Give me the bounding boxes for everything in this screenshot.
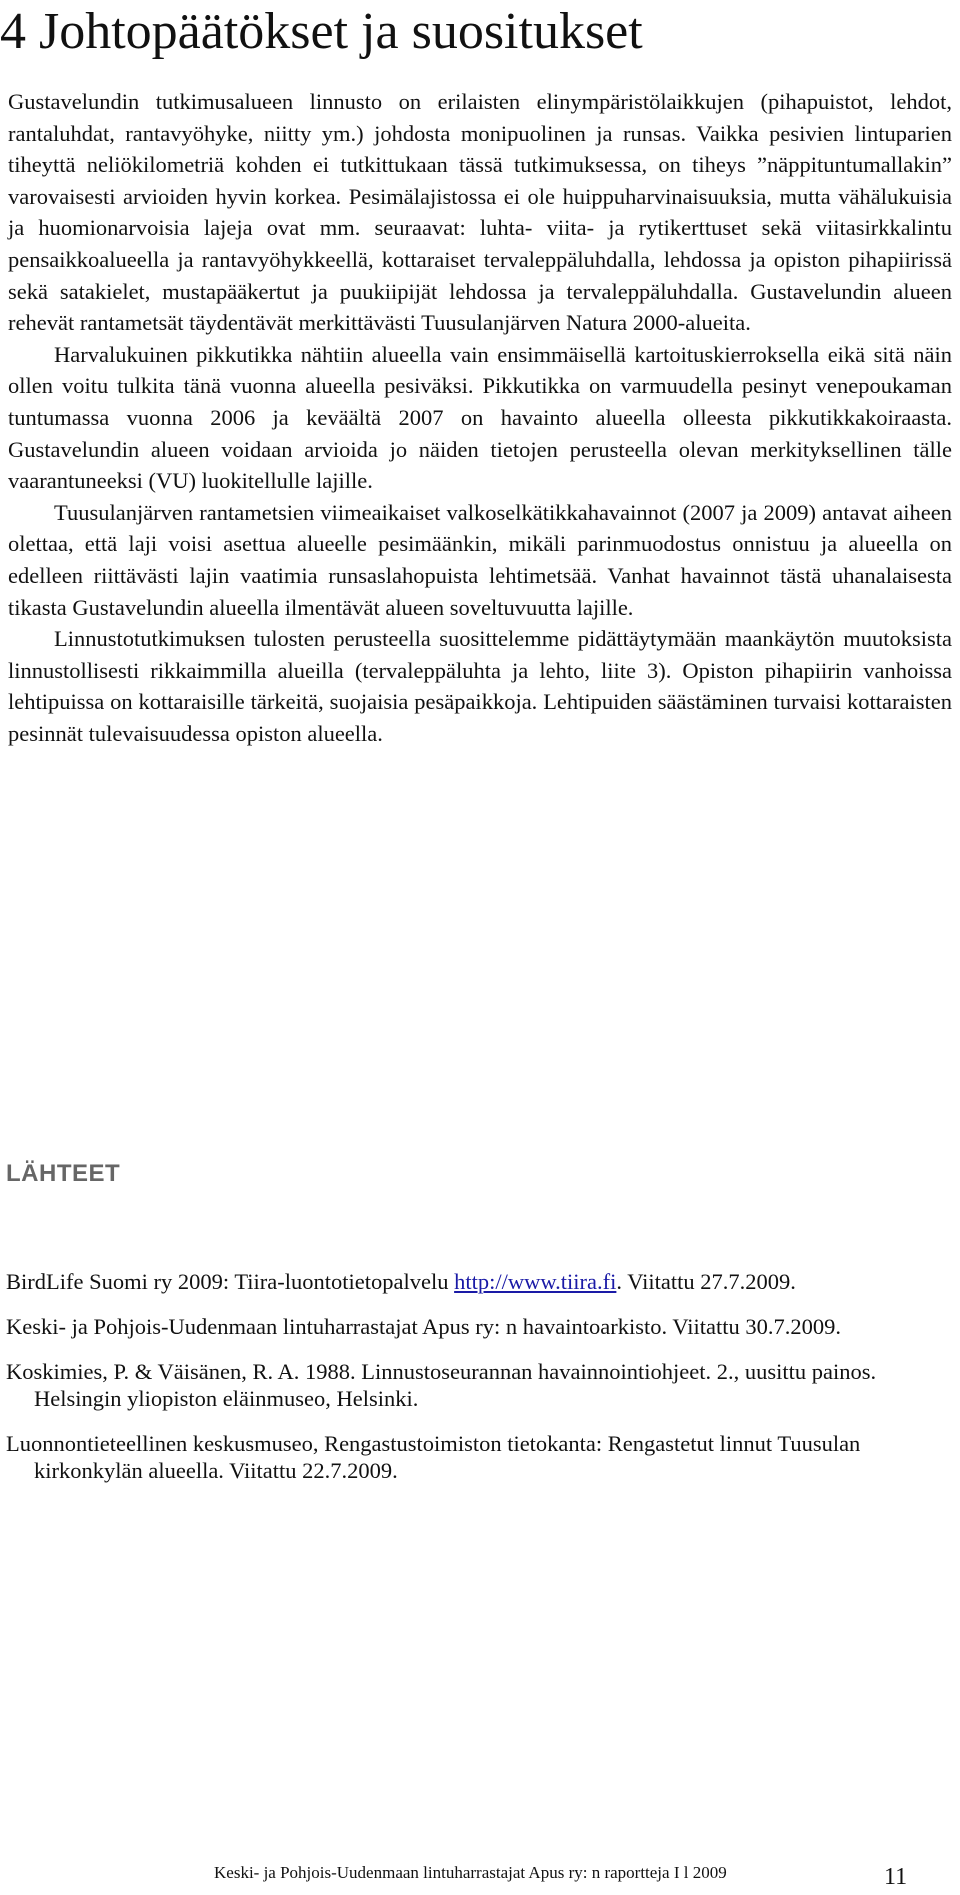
- reference-item: [6, 1268, 956, 1295]
- reference-item: [6, 1358, 956, 1412]
- references-list: [6, 1268, 956, 1502]
- page-footer: Keski- ja Pohjois-Uudenmaan lintuharrastajat Apus ry: n raportteja I l 2009: [214, 1863, 727, 1882]
- reference-item: [6, 1313, 956, 1340]
- reference-link[interactable]: http://www.tiira.fi: [454, 1269, 617, 1294]
- reference-item: [6, 1430, 956, 1484]
- reference-text-after: . Viitattu 27.7.2009.: [616, 1269, 796, 1294]
- reference-text: Koskimies, P. & Väisänen, R. A. 1988. Linnustoseurannan havainnointiohjeet. 2., uusittu painos. Helsingin yliopiston eläinmuseo, Helsinki.: [6, 1359, 877, 1411]
- chapter-title: 4 Johtopäätökset ja suositukset: [0, 3, 643, 60]
- reference-text: BirdLife Suomi ry 2009: Tiira-luontotietopalvelu: [6, 1269, 455, 1294]
- paragraph-4: Linnustotutkimuksen tulosten perusteella suosittelemme pidättäytymään maankäytön muutoksista linnustollisesti rikkaimmilla alueilla (tervaleppäluhta ja lehto, liite 3). Opiston pihapiirin vanhoissa lehtipuissa on kottaraisille tärkeitä, suojaisia pesäpaikkoja. Lehtipuiden säästäminen turvaisi kottaraisten pesinnät tulevaisuudessa opiston alueella.: [8, 626, 952, 746]
- body-text: [8, 86, 952, 749]
- reference-text: Luonnontieteellinen keskusmuseo, Rengastustoimiston tietokanta: Rengastetut linnut Tuusulan kirkonkylän alueella. Viitattu 22.7.2009.: [6, 1431, 861, 1483]
- page-number: 11: [884, 1864, 908, 1890]
- references-heading: LÄHTEET: [6, 1160, 121, 1187]
- paragraph-3: Tuusulanjärven rantametsien viimeaikaiset valkoselkätikkahavainnot (2007 ja 2009) antavat aiheen olettaa, että laji voisi asettua alueelle pesimäänkin, mikäli parinmuodostus onnistuu ja alueella on edelleen riittävästi lajin vaatimia runsaslahopuista lehtimetsää. Vanhat havainnot tästä uhanalaisesta tikasta Gustavelundin alueella ilmentävät alueen soveltuvuutta lajille.: [8, 499, 952, 620]
- paragraph-1: Gustavelundin tutkimusalueen linnusto on erilaisten elinympäristölaikkujen (pihapuistot, lehdot, rantaluhdat, rantavyöhyke, niitty ym.) johdosta monipuolinen ja runsas. Vaikka pesivien lintuparien tiheyttä neliökilometriä kohden ei tutkittukaan tässä tutkimuksessa, on tiheys ”näppituntumallakin” varovaisesti arvioiden hyvin korkea. Pesimälajistossa ei ole huippuharvinaisuuksia, mutta vähälukuisia ja huomionarvoisia lajeja ovat mm. seuraavat: luhta- viita- ja rytikerttuset sekä viitasirkkalintu pensaikkoalueella ja rantavyöhykkeellä, kottaraiset tervaleppäluhdalla, lehdossa ja opiston pihapiirissä sekä satakielet, mustapääkertut ja puukiipijät lehdossa ja tervaleppäluhdalla. Gustavelundin alueen rehevät rantametsät täydentävät merkittävästi Tuusulanjärven Natura 2000-alueita.: [8, 89, 952, 336]
- reference-text: Keski- ja Pohjois-Uudenmaan lintuharrastajat Apus ry: n havaintoarkisto. Viitattu 30.7.2009.: [6, 1314, 841, 1339]
- paragraph-2: Harvalukuinen pikkutikka nähtiin alueella vain ensimmäisellä kartoituskierroksella eikä sitä näin ollen voitu tulkita tänä vuonna alueella pesiväksi. Pikkutikka on varmuudella pesinyt venepoukaman tuntumassa vuonna 2006 ja keväältä 2007 on havainto alueella olleesta pikkutikkakoiraasta. Gustavelundin alueen voidaan arvioida jo näiden tietojen perusteella olevan merkityksellinen tälle vaarantuneeksi (VU) luokitellulle lajille.: [8, 341, 952, 494]
